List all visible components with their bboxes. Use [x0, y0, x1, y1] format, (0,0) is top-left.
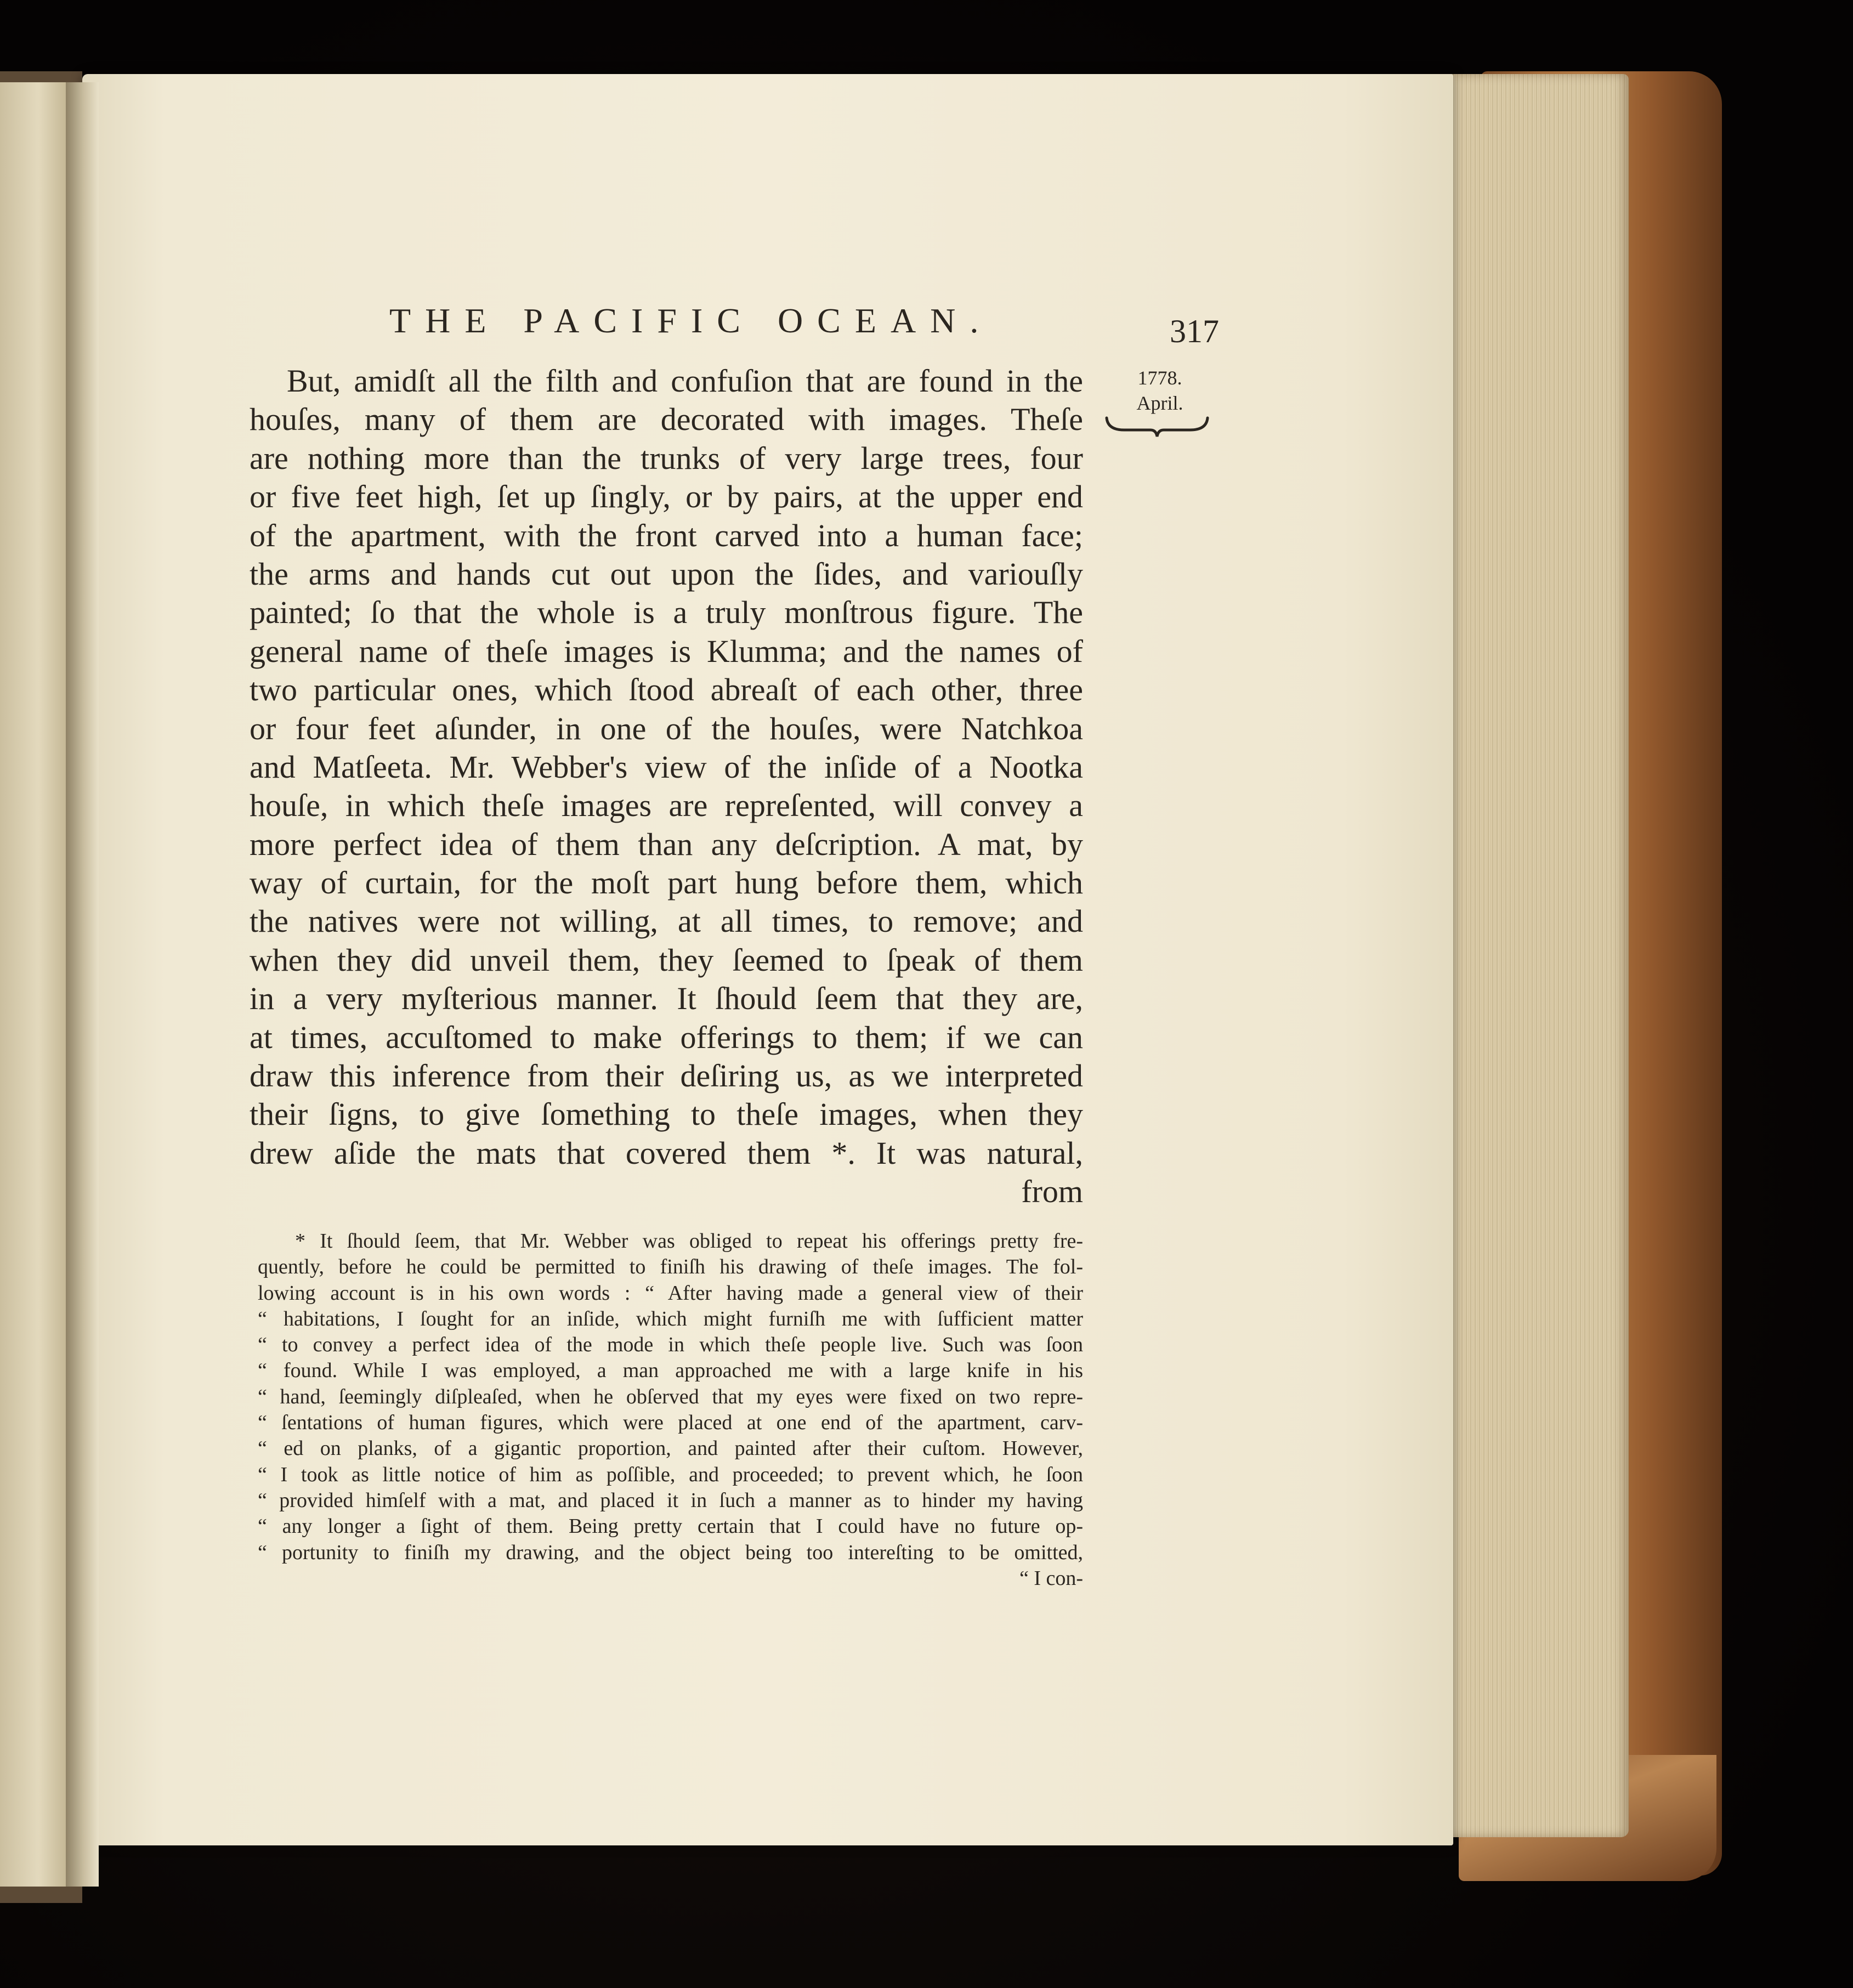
body-line: houſe, in which theſe images are repreſented, will convey a: [250, 788, 1083, 824]
body-text: [250, 362, 1083, 1211]
body-line: their ſigns, to give ſomething to theſe images, when they: [250, 1096, 1083, 1132]
footnote-line: “ to convey a perfect idea of the mode in which theſe people live. Such was ſoon: [258, 1333, 1083, 1357]
footnote-catchword: “ I con-: [1019, 1566, 1083, 1590]
page-leaves-edge: [1442, 74, 1629, 1837]
catchword: from: [1021, 1174, 1083, 1210]
body-line: drew aſide the mats that covered them *. It was natural,: [250, 1135, 1083, 1171]
body-line: painted; ſo that the whole is a truly monſtrous figure. The: [250, 594, 1083, 631]
page-number: 317: [1170, 313, 1219, 349]
page-gutter: [66, 82, 99, 1887]
footnote-line: * It ſhould ſeem, that Mr. Webber was obliged to repeat his offerings pretty fre-: [295, 1230, 1083, 1253]
footnote-line: “ habitations, I ſought for an inſide, which might furniſh me with ſufficient matter: [258, 1307, 1083, 1330]
footnote-line: “ ed on planks, of a gigantic proportion, and painted after their cuſtom. However,: [258, 1437, 1083, 1460]
body-line: or five feet high, ſet up ſingly, or by pairs, at the upper end: [250, 479, 1083, 515]
footnote-line: “ hand, ſeemingly diſpleaſed, when he obſerved that my eyes were fixed on two repre-: [258, 1385, 1083, 1408]
footnote-line: “ portunity to finiſh my drawing, and the object being too intereſting to be omitted,: [258, 1540, 1083, 1564]
body-line: at times, accuſtomed to make offerings to them; if we can: [250, 1019, 1083, 1055]
body-line: are nothing more than the trunks of very large trees, four: [250, 440, 1083, 476]
body-line: of the apartment, with the front carved into a human face;: [250, 517, 1083, 553]
footnote-line: “ ſentations of human figures, which were placed at one end of the apartment, carv-: [258, 1411, 1083, 1435]
body-line: when they did unveil them, they ſeemed to ſpeak of them: [250, 942, 1083, 978]
footnote-line: “ any longer a ſight of them. Being pretty certain that I could have no future op-: [258, 1515, 1083, 1538]
footnote-line: quently, before he could be permitted to finiſh his drawing of theſe images. The fol-: [258, 1255, 1083, 1279]
body-line: or four feet aſunder, in one of the houſes, were Natchkoa: [250, 710, 1083, 746]
footnote-line: “ I took as little notice of him as poſſible, and proceeded; to prevent which, he ſoon: [258, 1463, 1083, 1486]
left-page-edge: [0, 82, 77, 1887]
body-line: and Matſeeta. Mr. Webber's view of the inſide of a Nootka: [250, 749, 1083, 785]
body-line: more perfect idea of them than any deſcription. A mat, by: [250, 826, 1083, 862]
margin-note-month: April.: [1136, 392, 1183, 414]
footnote-line: “ provided himſelf with a mat, and placed it in ſuch a manner as to hinder my having: [258, 1488, 1083, 1512]
body-line: the natives were not willing, at all times, to remove; and: [250, 903, 1083, 939]
body-line: draw this inference from their deſiring us, as we interpreted: [250, 1058, 1083, 1094]
footnote: [258, 1228, 1083, 1591]
body-line: the arms and hands cut out upon the ſides, and variouſly: [250, 556, 1083, 592]
body-line: houſes, many of them are decorated with images. Theſe: [250, 401, 1083, 438]
footnote-line: lowing account is in his own words : “ After having made a general view of their: [258, 1281, 1083, 1305]
body-line: But, amidſt all the filth and confuſion that are found in the: [287, 363, 1083, 399]
body-line: two particular ones, which ſtood abreaſt of each other, three: [250, 672, 1083, 708]
footnote-line: “ found. While I was employed, a man approached me with a large knife in his: [258, 1359, 1083, 1383]
margin-brace-icon: [1102, 412, 1212, 440]
body-line: in a very myſterious manner. It ſhould ſeem that they are,: [250, 981, 1083, 1017]
margin-note-year: 1778.: [1137, 367, 1182, 389]
body-line: way of curtain, for the moſt part hung before them, which: [250, 865, 1083, 901]
running-title: THE PACIFIC OCEAN.: [389, 301, 993, 340]
body-line: general name of theſe images is Klumma; and the names of: [250, 633, 1083, 669]
